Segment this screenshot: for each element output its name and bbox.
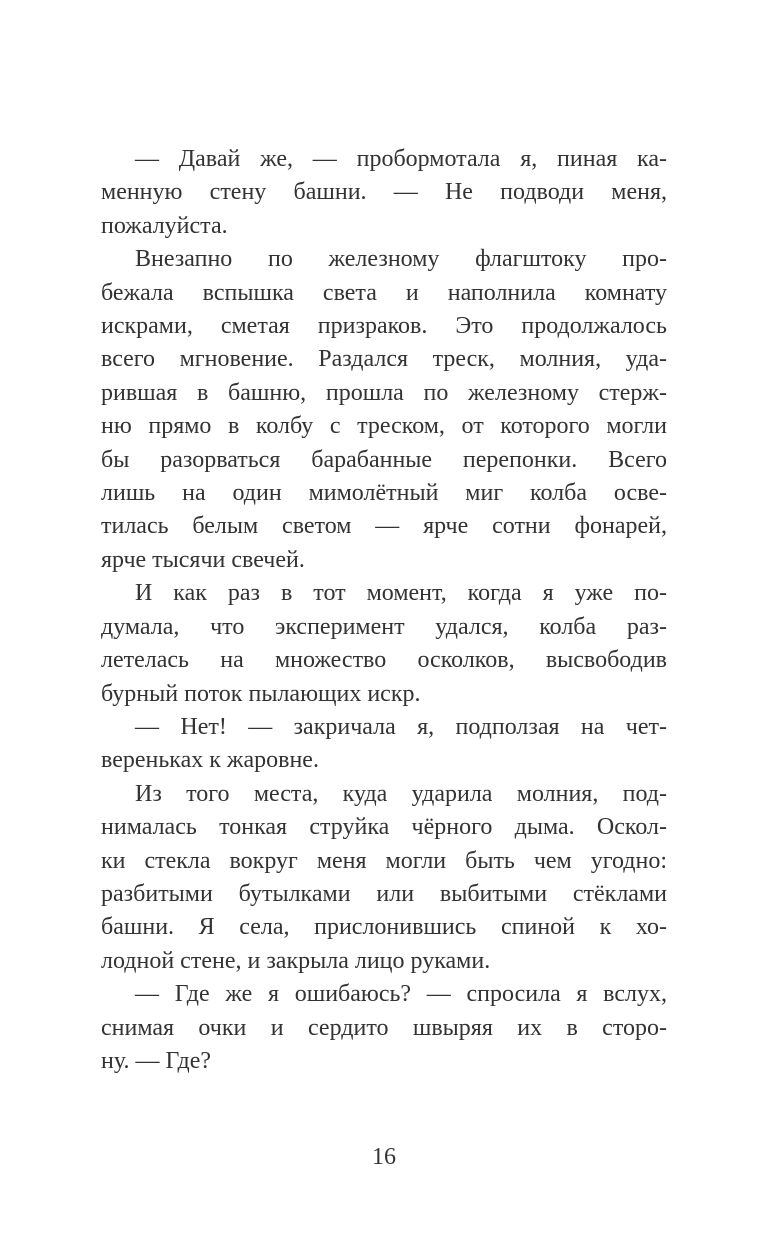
text-line: менную стену башни. — Не подводи меня, [101, 179, 667, 206]
text-line: — Где же я ошибаюсь? — спросила я вслух, [135, 981, 667, 1008]
text-line: вереньках к жаровне. [101, 747, 319, 774]
text-line: лодной стене, и закрыла лицо руками. [101, 947, 491, 974]
text-line: пожалуйста. [101, 212, 228, 239]
text-block [101, 143, 667, 1078]
paragraph [101, 711, 667, 778]
text-line: бы разорваться барабанные перепонки. Всего [101, 446, 667, 473]
text-line: искрами, сметая призраков. Это продолжалось [101, 313, 667, 340]
text-line: ки стекла вокруг меня могли быть чем угодно: [101, 847, 667, 874]
text-line: нималась тонкая струйка чёрного дыма. Оскол- [101, 814, 667, 841]
text-line: бежала вспышка света и наполнила комнату [101, 279, 667, 306]
page-number: 16 [372, 1144, 396, 1170]
text-line: думала, что эксперимент удался, колба раз- [101, 613, 667, 640]
text-line: — Давай же, — пробормотала я, пиная ка- [135, 146, 667, 172]
text-line: бурный поток пылающих искр. [101, 680, 421, 707]
paragraph [101, 978, 667, 1078]
text-line: снимая очки и сердито швыряя их в сторо- [101, 1014, 667, 1041]
text-line: Из того места, куда ударила молния, под- [135, 780, 667, 807]
text-line: ню прямо в колбу с треском, от которого могли [101, 413, 667, 440]
text-line: лишь на один мимолётный миг колба осве- [101, 480, 667, 507]
text-line: — Нет! — закричала я, подползая на чет- [135, 713, 667, 740]
paragraph [101, 143, 667, 243]
text-line: всего мгновение. Раздался треск, молния, уда- [101, 346, 667, 373]
text-line: тилась белым светом — ярче сотни фонарей, [101, 513, 667, 540]
text-line: ну. — Где? [101, 1047, 212, 1074]
text-line: башни. Я села, прислонившись спиной к хо- [101, 914, 667, 941]
text-line: ярче тысячи свечей. [101, 546, 305, 573]
paragraph [101, 243, 667, 577]
text-line: И как раз в тот момент, когда я уже по- [135, 580, 667, 607]
text-line: летелась на множество осколков, высвободив [101, 647, 667, 674]
paragraph [101, 577, 667, 711]
text-line: рившая в башню, прошла по железному стерж- [101, 379, 667, 406]
text-line: Внезапно по железному флагштоку про- [135, 246, 667, 273]
text-line: разбитыми бутылками или выбитыми стёклами [101, 880, 667, 907]
paragraph [101, 778, 667, 978]
